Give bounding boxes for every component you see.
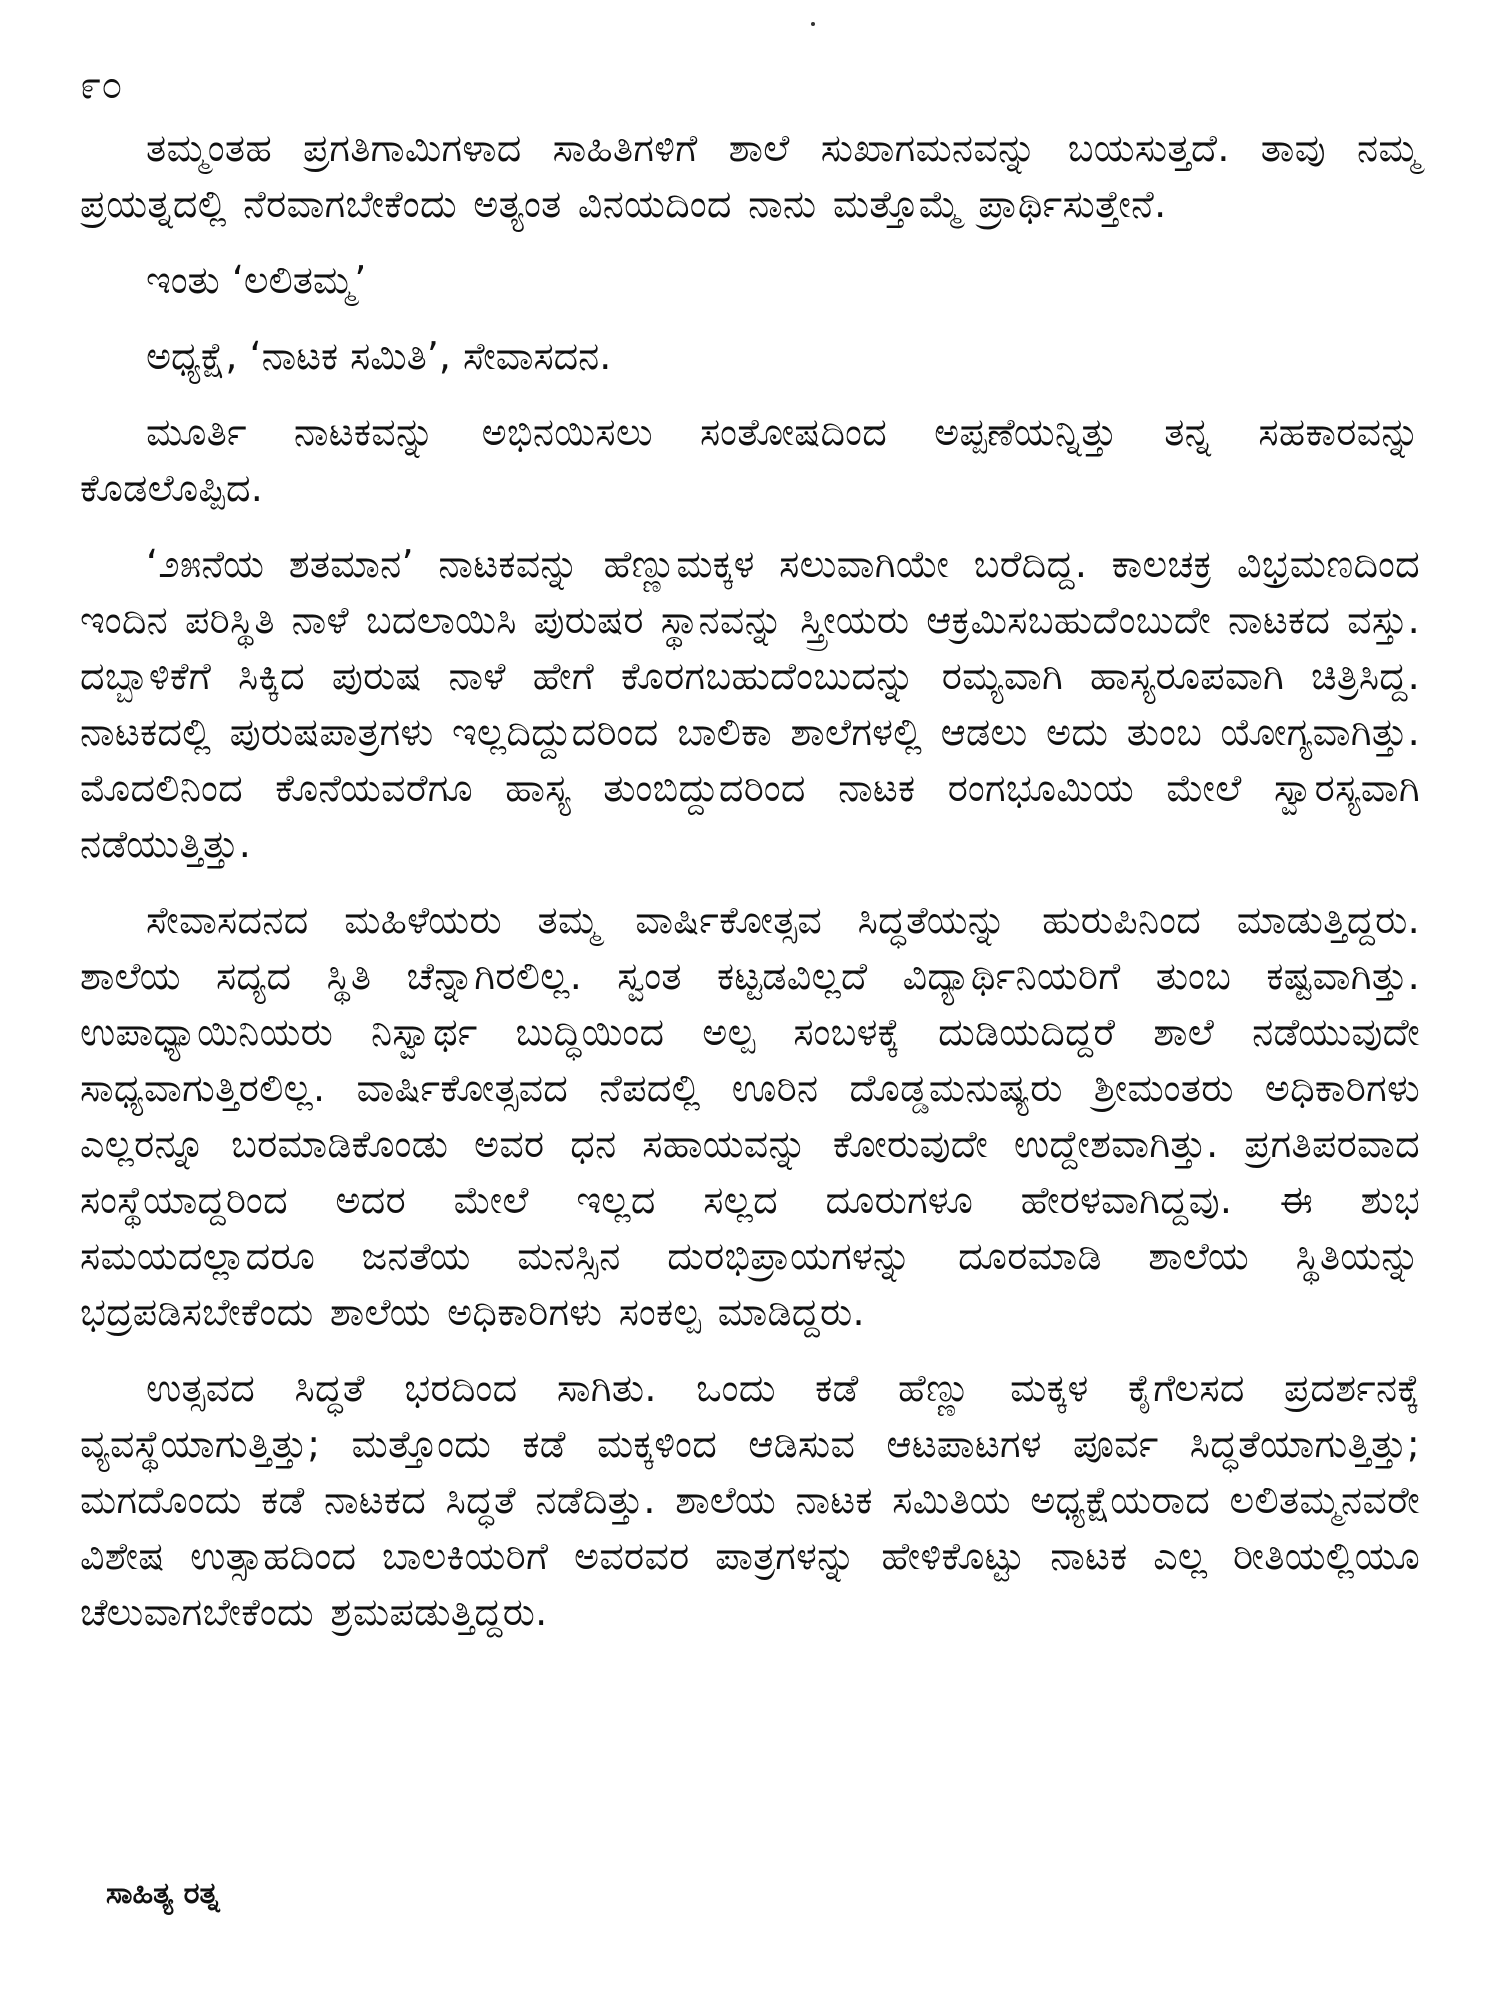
print-speck <box>811 22 815 26</box>
paragraph-murthy-consent: ಮೂರ್ತಿ ನಾಟಕವನ್ನು ಅಭಿನಯಿಸಲು ಸಂತೋಷದಿಂದ ಅಪ್ಪಣೆಯನ್ನಿತ್ತು ತನ್ನ ಸಹಕಾರವನ್ನು ಕೊಡಲೊಪ್ಪಿದ. <box>80 410 1420 510</box>
running-footer: ಸಾಹಿತ್ಯ ರತ್ನ <box>106 1876 220 1911</box>
signature-line-title: ಅಧ್ಯಕ್ಷೆ, ‘ನಾಟಕ ಸಮಿತಿ’, ಸೇವಾಸದನ. <box>146 334 612 378</box>
page-number: ೯೦ <box>80 63 123 107</box>
paragraph-play-description: ‘೨೫ನೆಯ ಶತಮಾನ’ ನಾಟಕವನ್ನು ಹೆಣ್ಣುಮಕ್ಕಳ ಸಲುವಾಗಿಯೇ ಬರೆದಿದ್ದ. ಕಾಲಚಕ್ರ ವಿಭ್ರಮಣದಿಂದ ಇಂದಿನ ಪರಿಸ್ಥಿತಿ ನಾಳೆ ಬದಲಾಯಿಸಿ ಪುರುಷರ ಸ್ಥಾನವನ್ನು ಸ್ತ್ರೀಯರು ಆಕ್ರಮಿಸಬಹುದೆಂಬುದೇ ನಾಟಕದ ವಸ್ತು. ದಬ್ಬಾಳಿಕೆಗೆ ಸಿಕ್ಕಿದ ಪುರುಷ ನಾಳೆ ಹೇಗೆ ಕೊರಗಬಹುದೆಂಬುದನ್ನು ರಮ್ಯವಾಗಿ ಹಾಸ್ಯರೂಪವಾಗಿ ಚಿತ್ರಿಸಿದ್ದ. ನಾಟಕದಲ್ಲಿ ಪುರುಷಪಾತ್ರಗಳು ಇಲ್ಲದಿದ್ದುದರಿಂದ ಬಾಲಿಕಾ ಶಾಲೆಗಳಲ್ಲಿ ಆಡಲು ಅದು ತುಂಬ ಯೋಗ್ಯವಾಗಿತ್ತು. ಮೊದಲಿನಿಂದ ಕೊನೆಯವರೆಗೂ ಹಾಸ್ಯ ತುಂಬಿದ್ದುದರಿಂದ ನಾಟಕ ರಂಗಭೂಮಿಯ ಮೇಲೆ ಸ್ವಾರಸ್ಯವಾಗಿ ನಡೆಯುತ್ತಿತ್ತು. <box>80 542 1420 866</box>
paragraph-invitation: ತಮ್ಮಂತಹ ಪ್ರಗತಿಗಾಮಿಗಳಾದ ಸಾಹಿತಿಗಳಿಗೆ ಶಾಲೆ ಸುಖಾಗಮನವನ್ನು ಬಯಸುತ್ತದೆ. ತಾವು ನಮ್ಮ ಪ್ರಯತ್ನದಲ್ಲಿ ನೆರವಾಗಬೇಕೆಂದು ಅತ್ಯಂತ ವಿನಯದಿಂದ ನಾನು ಮತ್ತೊಮ್ಮೆ ಪ್ರಾರ್ಥಿಸುತ್ತೇನೆ. <box>80 126 1420 226</box>
paragraph-festival-preparation: ಉತ್ಸವದ ಸಿದ್ಧತೆ ಭರದಿಂದ ಸಾಗಿತು. ಒಂದು ಕಡೆ ಹೆಣ್ಣು ಮಕ್ಕಳ ಕೈಗೆಲಸದ ಪ್ರದರ್ಶನಕ್ಕೆ ವ್ಯವಸ್ಥೆಯಾಗುತ್ತಿತ್ತು; ಮತ್ತೊಂದು ಕಡೆ ಮಕ್ಕಳಿಂದ ಆಡಿಸುವ ಆಟಪಾಟಗಳ ಪೂರ್ವ ಸಿದ್ಧತೆಯಾಗುತ್ತಿತ್ತು; ಮಗದೊಂದು ಕಡೆ ನಾಟಕದ ಸಿದ್ಧತೆ ನಡೆದಿತ್ತು. ಶಾಲೆಯ ನಾಟಕ ಸಮಿತಿಯ ಅಧ್ಯಕ್ಷೆಯರಾದ ಲಲಿತಮ್ಮನವರೇ ವಿಶೇಷ ಉತ್ಸಾಹದಿಂದ ಬಾಲಕಿಯರಿಗೆ ಅವರವರ ಪಾತ್ರಗಳನ್ನು ಹೇಳಿಕೊಟ್ಟು ನಾಟಕ ಎಲ್ಲ ರೀತಿಯಲ್ಲಿಯೂ ಚೆಲುವಾಗಬೇಕೆಂದು ಶ್ರಮಪಡುತ್ತಿದ್ದರು. <box>80 1366 1420 1634</box>
paragraph-sevasadana-preparation: ಸೇವಾಸದನದ ಮಹಿಳೆಯರು ತಮ್ಮ ವಾರ್ಷಿಕೋತ್ಸವ ಸಿದ್ಧತೆಯನ್ನು ಹುರುಪಿನಿಂದ ಮಾಡುತ್ತಿದ್ದರು. ಶಾಲೆಯ ಸದ್ಯದ ಸ್ಥಿತಿ ಚೆನ್ನಾಗಿರಲಿಲ್ಲ. ಸ್ವಂತ ಕಟ್ಟಡವಿಲ್ಲದೆ ವಿದ್ಯಾರ್ಥಿನಿಯರಿಗೆ ತುಂಬ ಕಷ್ಟವಾಗಿತ್ತು. ಉಪಾಧ್ಯಾಯಿನಿಯರು ನಿಸ್ವಾರ್ಥ ಬುದ್ಧಿಯಿಂದ ಅಲ್ಪ ಸಂಬಳಕ್ಕೆ ದುಡಿಯದಿದ್ದರೆ ಶಾಲೆ ನಡೆಯುವುದೇ ಸಾಧ್ಯವಾಗುತ್ತಿರಲಿಲ್ಲ. ವಾರ್ಷಿಕೋತ್ಸವದ ನೆಪದಲ್ಲಿ ಊರಿನ ದೊಡ್ಡಮನುಷ್ಯರು ಶ್ರೀಮಂತರು ಅಧಿಕಾರಿಗಳು ಎಲ್ಲರನ್ನೂ ಬರಮಾಡಿಕೊಂಡು ಅವರ ಧನ ಸಹಾಯವನ್ನು ಕೋರುವುದೇ ಉದ್ದೇಶವಾಗಿತ್ತು. ಪ್ರಗತಿಪರವಾದ ಸಂಸ್ಥೆಯಾದ್ದರಿಂದ ಅದರ ಮೇಲೆ ಇಲ್ಲದ ಸಲ್ಲದ ದೂರುಗಳೂ ಹೇರಳವಾಗಿದ್ದವು. ಈ ಶುಭ ಸಮಯದಲ್ಲಾದರೂ ಜನತೆಯ ಮನಸ್ಸಿನ ದುರಭಿಪ್ರಾಯಗಳನ್ನು ದೂರಮಾಡಿ ಶಾಲೆಯ ಸ್ಥಿತಿಯನ್ನು ಭದ್ರಪಡಿಸಬೇಕೆಂದು ಶಾಲೆಯ ಅಧಿಕಾರಿಗಳು ಸಂಕಲ್ಪ ಮಾಡಿದ್ದರು. <box>80 898 1420 1334</box>
signature-line-name: ಇಂತು ‘ಲಲಿತಮ್ಮ’ <box>146 258 367 302</box>
